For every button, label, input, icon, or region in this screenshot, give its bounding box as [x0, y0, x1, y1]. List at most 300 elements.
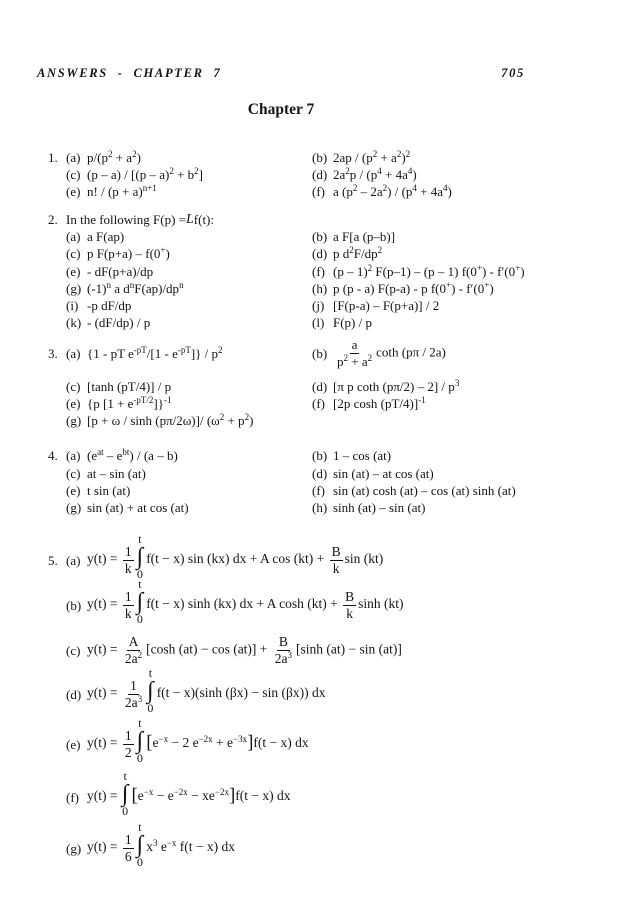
superscript: 2 [367, 352, 373, 363]
part-label: (d) [312, 246, 328, 262]
superscript: 4 [412, 182, 417, 193]
part-label: (d) [312, 379, 328, 395]
superscript: 2 [396, 148, 402, 159]
answer-part [66, 263, 312, 280]
answer-expression [87, 532, 384, 583]
parts-list [66, 447, 608, 516]
math-text: + a [112, 149, 133, 165]
answer-expression [333, 482, 516, 499]
problem-number: 4. [48, 448, 58, 464]
math-text: ) - f′(0 [481, 263, 516, 279]
problem-body [66, 211, 608, 331]
math-text: B [331, 543, 341, 559]
answer-expression [87, 149, 141, 166]
answer-part [66, 532, 608, 582]
superscript: -pT/2 [133, 395, 154, 406]
math-text: 1 [124, 831, 132, 847]
superscript: 2 [405, 148, 411, 159]
part-label: (l) [312, 315, 325, 331]
answer-expression [87, 280, 184, 297]
superscript: bt [122, 447, 130, 458]
answer-expression [87, 499, 189, 516]
parts-list [66, 336, 608, 430]
answer-expression [87, 245, 170, 262]
math-text: /[1 - e [146, 345, 178, 361]
math-text: 1 – cos (at) [333, 448, 392, 464]
math-text: + 4a [381, 166, 408, 182]
math-text: e [137, 788, 144, 804]
superscript: + [160, 245, 166, 256]
integral-upper-limit: t [138, 577, 142, 591]
fraction-numerator [123, 590, 134, 606]
answer-expression [333, 314, 372, 331]
fraction-denominator [335, 354, 374, 369]
math-text: a [351, 336, 358, 352]
integral-upper-limit: t [123, 769, 127, 783]
part-label: (e) [66, 183, 81, 199]
fraction [123, 635, 144, 666]
math-text: 1 [124, 588, 132, 604]
answer-expression [333, 447, 391, 464]
part-label: (b) [66, 597, 82, 613]
part-label: (g) [66, 840, 82, 856]
math-text: ) - f′(0 [451, 280, 485, 296]
math-text: sinh (kt) [358, 596, 404, 612]
math-text: p/(p [87, 149, 108, 165]
math-text: (e [87, 448, 98, 464]
part-label: (j) [312, 298, 325, 314]
answer-part [312, 314, 608, 331]
answer-expression [333, 395, 426, 412]
superscript: −3x [233, 734, 248, 745]
large-bracket: ] [247, 732, 254, 754]
math-text: ) / (a – b) [129, 448, 178, 464]
math-text: 1 [124, 727, 132, 743]
answer-expression [87, 395, 172, 412]
part-label: (f) [312, 396, 325, 412]
fraction-denominator [123, 651, 144, 666]
part-label: (b) [312, 229, 328, 245]
answer-part [312, 465, 608, 482]
answer-part [66, 149, 312, 166]
large-bracket: [ [146, 732, 153, 754]
fraction-denominator [344, 606, 355, 621]
integral [137, 579, 144, 625]
italic-symbol: L [185, 212, 194, 228]
part-label: (h) [312, 500, 328, 516]
answer-part [66, 280, 312, 297]
superscript: 3 [152, 838, 158, 849]
superscript: -1 [164, 395, 172, 406]
part-label: (a) [66, 345, 81, 361]
math-text: sinh (at) – sin (at) [333, 500, 426, 516]
answer-expression [87, 263, 153, 280]
answer-expression [87, 183, 157, 200]
part-label: (f) [312, 263, 325, 279]
superscript: + [476, 262, 482, 273]
superscript: + [484, 279, 490, 290]
superscript: + [515, 262, 521, 273]
integral-upper-limit: t [138, 532, 142, 546]
superscript: 2 [218, 344, 223, 355]
part-label: (c) [66, 166, 81, 182]
integral-sign: ∫ [136, 589, 144, 615]
superscript: 4 [407, 165, 413, 176]
answer-expression [87, 465, 146, 482]
fraction [123, 679, 144, 710]
fraction [123, 545, 134, 576]
part-label: (d) [312, 465, 328, 481]
answer-part [66, 183, 312, 200]
integral-lower-limit: 0 [122, 804, 129, 818]
superscript: + [445, 279, 452, 290]
math-text: [tanh (pT/4)] / p [87, 379, 172, 395]
integral [137, 534, 144, 580]
math-text: y(t) = [87, 735, 121, 751]
answer-expression [87, 378, 171, 395]
answer-part [66, 628, 608, 672]
fraction-numerator [127, 635, 141, 651]
math-text: (p – a) / [(p – a) [87, 166, 170, 182]
math-text: ) [447, 183, 452, 199]
integral-sign: ∫ [121, 781, 129, 807]
integral-lower-limit: 0 [136, 855, 143, 869]
problem-number: 1. [48, 149, 58, 165]
math-text: a d [111, 280, 130, 296]
answer-part [66, 228, 312, 245]
superscript: 2 [132, 148, 137, 159]
part-label: (g) [66, 280, 82, 296]
part-label: (c) [66, 465, 81, 481]
answer-part [312, 395, 608, 412]
math-text: f(t): [193, 212, 214, 228]
answer-part [312, 166, 608, 183]
superscript: −x [166, 838, 177, 849]
integral [147, 668, 154, 714]
math-text: k [332, 560, 340, 576]
math-text: a F[a (p–b)] [333, 229, 396, 245]
fraction [123, 833, 134, 864]
answer-expression [333, 465, 434, 482]
fraction-numerator [350, 338, 360, 354]
fraction [273, 635, 294, 666]
answer-expression [87, 314, 150, 331]
math-text: ) / (p [387, 183, 413, 199]
math-text: + a [377, 149, 397, 165]
part-label: (b) [312, 345, 328, 361]
part-label: (c) [66, 642, 81, 658]
math-text: ) [489, 280, 494, 296]
problem-4 [48, 447, 608, 516]
part-label: (i) [66, 298, 79, 314]
math-text: – 2a [357, 183, 383, 199]
math-text: [cosh (at) − cos (at)] + [146, 641, 271, 657]
fraction-numerator [330, 545, 343, 561]
math-text: y(t) = [87, 685, 121, 701]
answer-part [66, 482, 312, 499]
integral-sign: ∫ [147, 678, 154, 704]
answer-part [66, 499, 312, 516]
part-label: (b) [312, 448, 328, 464]
answer-part [66, 395, 312, 412]
superscript: 3 [137, 693, 143, 704]
answer-part [66, 336, 312, 370]
answer-expression [87, 666, 326, 717]
answer-expression [87, 345, 223, 362]
answer-part [66, 447, 312, 464]
part-label: (d) [312, 166, 328, 182]
math-text: t sin (at) [87, 482, 131, 498]
math-text: A [128, 633, 139, 649]
answer-expression [333, 338, 446, 369]
math-text: 6 [124, 848, 132, 864]
math-text: F/dp [353, 246, 378, 262]
integral-upper-limit: t [148, 666, 153, 680]
math-text: {1 - pT e [87, 345, 134, 361]
answer-expression [333, 183, 452, 200]
math-text: [p + ω / sinh (pπ/2ω)]/ (ω [87, 413, 220, 429]
superscript: 2 [244, 412, 250, 423]
math-text: – e [103, 448, 123, 464]
answer-part [66, 716, 608, 772]
answer-expression [87, 447, 178, 464]
math-text: p d [333, 246, 350, 262]
superscript: n+1 [142, 182, 157, 193]
superscript: 2 [219, 412, 225, 423]
fraction-denominator [123, 606, 134, 621]
math-text: ] [198, 166, 203, 182]
math-text: ) [401, 149, 406, 165]
math-text: − 2 e [168, 735, 199, 751]
parts-list [66, 532, 608, 874]
math-text: sin (kt) [344, 551, 384, 567]
answer-part [66, 314, 312, 331]
math-text: B [278, 633, 288, 649]
superscript: 2 [352, 182, 358, 193]
superscript: n [129, 279, 135, 290]
fraction-numerator [123, 545, 134, 561]
large-bracket: [ [131, 785, 138, 807]
answer-part [66, 769, 608, 822]
math-text: F(p) / p [333, 315, 372, 331]
answer-part [66, 822, 608, 874]
superscript: −2x [198, 734, 213, 745]
fraction [330, 545, 343, 576]
answer-expression [333, 499, 425, 516]
integral [137, 822, 144, 868]
answer-part [66, 577, 608, 628]
chapter-title: Chapter 7 [247, 101, 315, 118]
math-text: ) [412, 166, 417, 182]
answer-part [312, 183, 608, 200]
answer-part [312, 263, 608, 280]
math-text: f(t − x) dx [253, 735, 309, 751]
parts-list [66, 228, 608, 331]
math-text: + b [173, 166, 195, 182]
math-text: sin (at) cosh (at) – cos (at) sinh (at) [333, 482, 516, 498]
part-label: (h) [312, 280, 328, 296]
math-text: p F(p+a) – f(0 [87, 246, 161, 262]
math-text: sin (at) – at cos (at) [333, 465, 434, 481]
problem-number: 3. [48, 345, 58, 361]
answer-part [312, 228, 608, 245]
math-text: coth (pπ / 2a) [376, 343, 446, 359]
answer-expression [87, 716, 309, 767]
math-text: ) [136, 149, 141, 165]
math-text: F(ap)/dp [134, 280, 180, 296]
integral [122, 771, 129, 817]
integral-lower-limit: 0 [136, 751, 143, 765]
superscript: 2 [372, 148, 378, 159]
superscript: -pT [177, 344, 191, 355]
math-text: B [345, 588, 355, 604]
answer-part [312, 482, 608, 499]
math-text: k [124, 560, 132, 576]
superscript: −x [143, 787, 154, 798]
answer-expression [333, 378, 459, 395]
fraction-denominator [123, 695, 144, 710]
math-text: (p – 1) [333, 263, 368, 279]
math-text: ) [165, 246, 170, 262]
fraction-numerator [123, 833, 134, 849]
math-text: p / (p [349, 166, 378, 182]
answer-part [66, 378, 312, 395]
fraction-numerator [343, 590, 356, 606]
math-text: y(t) = [87, 596, 121, 612]
superscript: 3 [454, 378, 460, 389]
fraction-denominator [273, 651, 294, 666]
answer-expression [87, 297, 131, 314]
answer-part [66, 666, 608, 716]
math-text: k [346, 605, 354, 621]
answer-part [66, 166, 312, 183]
answer-expression [333, 245, 382, 262]
math-text: k [124, 605, 132, 621]
large-bracket: ] [228, 785, 236, 807]
answer-expression [333, 297, 439, 314]
fraction-numerator [277, 635, 290, 651]
math-text: (-1) [87, 280, 107, 296]
superscript: n [106, 279, 111, 290]
superscript: −2x [173, 787, 188, 798]
math-text: [F(p-a) – F(p+a)] / 2 [333, 298, 440, 314]
superscript: −x [158, 734, 169, 745]
math-text: p [337, 353, 344, 369]
math-text: 2a [274, 650, 288, 666]
math-text: + 4a [416, 183, 444, 199]
superscript: n [179, 279, 184, 290]
superscript: 4 [377, 165, 382, 176]
answer-expression [87, 820, 235, 871]
answer-part [312, 336, 608, 370]
part-label: (e) [66, 396, 81, 412]
integral-lower-limit: 0 [136, 612, 143, 626]
answer-expression [333, 166, 417, 183]
fraction-denominator [123, 561, 134, 576]
superscript: 2 [345, 165, 350, 176]
math-text: [sinh (at) − sin (at)] [296, 641, 402, 657]
math-text: ]} / p [190, 345, 219, 361]
superscript: 2 [169, 165, 174, 176]
problem-1 [48, 149, 608, 201]
integral-sign: ∫ [136, 832, 144, 858]
part-label: (b) [312, 149, 328, 165]
superscript: 2 [343, 352, 348, 363]
math-text: e [152, 735, 159, 751]
math-text: p (p - a) F(p-a) - p f(0 [333, 280, 446, 296]
math-text: - dF(p+a)/dp [87, 263, 154, 279]
answer-part [66, 465, 312, 482]
problem-body [66, 447, 608, 516]
answer-part [312, 378, 608, 395]
answer-part [66, 412, 312, 429]
math-text: [π p coth (pπ/2) – 2] / p [333, 379, 455, 395]
math-text: sin (at) + at cos (at) [87, 500, 189, 516]
math-text: + p [224, 413, 245, 429]
problem-body [66, 336, 608, 430]
math-text: y(t) = [87, 839, 121, 855]
problem-2 [48, 211, 608, 331]
answer-part [312, 499, 608, 516]
part-label: (e) [66, 263, 81, 279]
problem-body [66, 149, 608, 201]
part-label: (e) [66, 482, 81, 498]
superscript: 2 [382, 182, 388, 193]
part-label: (a) [66, 552, 81, 568]
integral-upper-limit: t [138, 716, 142, 730]
answer-expression [87, 228, 124, 245]
part-label: (f) [66, 789, 79, 805]
part-label: (c) [66, 246, 81, 262]
problem-5 [48, 532, 608, 874]
superscript: -pT [133, 344, 147, 355]
running-head-title: ANSWERS - CHAPTER 7 [37, 66, 222, 80]
problem-intro [66, 211, 608, 228]
superscript: -1 [418, 395, 426, 406]
math-text: f(t − x) dx [235, 788, 291, 804]
answer-expression [87, 635, 402, 666]
problem-body [66, 532, 608, 874]
math-text: {p [1 + e [87, 396, 134, 412]
math-text: f(t − x) dx [176, 839, 235, 855]
page-number: 705 [501, 66, 525, 80]
math-text: f(t − x) sin (kx) dx + A cos (kt) + [146, 551, 328, 567]
answer-expression [87, 412, 253, 429]
integral [137, 718, 144, 764]
fraction [335, 338, 374, 369]
math-text: In the following F(p) = [66, 212, 186, 228]
problem-number: 5. [48, 552, 58, 568]
math-text: - (dF/dp) / p [87, 315, 151, 331]
math-text: f(t − x) sinh (kx) dx + A cosh (kt) + [146, 596, 342, 612]
math-text: y(t) = [87, 788, 121, 804]
superscript: 2 [349, 245, 354, 256]
part-label: (a) [66, 448, 81, 464]
superscript: 2 [367, 262, 373, 273]
math-text: e [157, 839, 167, 855]
part-label: (f) [312, 482, 325, 498]
math-text: -p dF/dp [87, 298, 132, 314]
part-label: (a) [66, 229, 81, 245]
answer-expression [87, 577, 404, 628]
fraction-denominator [123, 745, 134, 760]
integral-lower-limit: 0 [136, 567, 143, 581]
answer-expression [333, 280, 494, 297]
answer-expression [87, 166, 203, 183]
answer-expression [333, 263, 525, 280]
math-text: 2a [333, 166, 346, 182]
integral-sign: ∫ [136, 544, 144, 570]
